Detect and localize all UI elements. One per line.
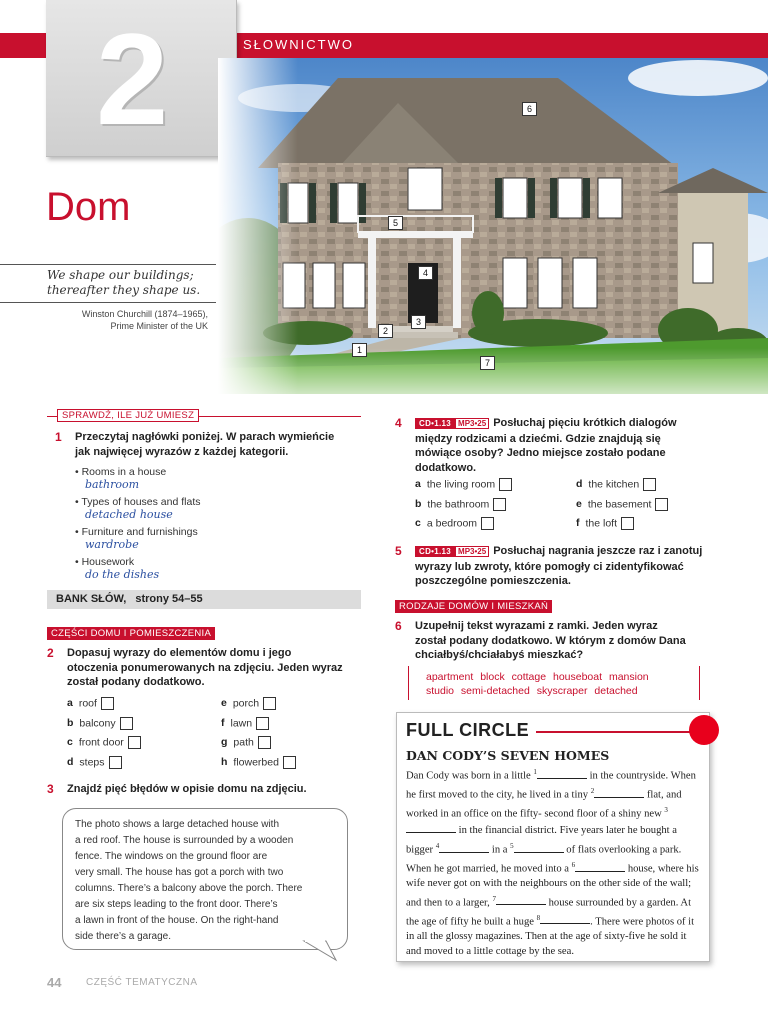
exercise-5-instruction: CD•1.13 MP3•25 Posłuchaj nagrania jeszcze raz i zanotuj wyrazy lub zwroty, które pomogły ci zidentyfikować poszczególne pomieszczenia. xyxy=(415,545,703,587)
mp3-track-badge[interactable]: MP3•25 xyxy=(455,546,489,557)
option-e: e the basement xyxy=(576,498,726,518)
category-name: Housework xyxy=(81,556,135,568)
word-bank-label: BANK SŁÓW, xyxy=(56,593,127,605)
exercise-2-number: 2 xyxy=(47,646,54,660)
option-b: b the bathroom xyxy=(415,498,575,518)
photo-label-1: 1 xyxy=(352,343,367,357)
option-d: d the kitchen xyxy=(576,478,726,498)
exercise-4-options-left xyxy=(415,478,575,537)
gap-input[interactable] xyxy=(540,913,590,924)
option-h: h flowerbed xyxy=(221,756,361,776)
category-list xyxy=(75,466,345,586)
quote-attribution xyxy=(40,308,208,332)
full-circle-rule xyxy=(536,731,706,733)
exercise-1-line-2: jak najwięcej wyrazów z każdej kategorii. xyxy=(75,445,289,458)
page-title: Dom xyxy=(46,185,131,229)
exercise-2-options-left xyxy=(67,697,217,775)
exercise-2-line-1: Dopasuj wyrazy do elementów domu i jego xyxy=(67,647,292,659)
footer-section: CZĘŚĆ TEMATYCZNA xyxy=(86,977,198,988)
photo-label-4: 4 xyxy=(418,266,433,280)
answer-checkbox[interactable] xyxy=(258,736,271,749)
answer-checkbox[interactable] xyxy=(120,717,133,730)
exercise-4-instruction: CD•1.13 MP3•25 Posłuchaj pięciu krótkich dialogów między rodzicami a dziećmi. Gdzie znajdują się mówiące osoby? Jedno miejsce zostało podane dodatkowo. xyxy=(415,417,677,474)
answer-checkbox[interactable] xyxy=(283,756,296,769)
chapter-number: 2 xyxy=(96,6,169,152)
option-d: d steps xyxy=(67,756,217,776)
answer-checkbox[interactable] xyxy=(109,756,122,769)
option-e: e porch xyxy=(221,697,361,717)
gap-input[interactable] xyxy=(594,787,644,798)
answer-checkbox[interactable] xyxy=(621,517,634,530)
full-circle-text: Dan Cody was born in a little $^1$ in the countryside. When he first moved to the city, he lived in a tiny $^2$ flat, and worked in an office on the fifty- second floor of a shiny new $^3$ in the financial district. Five years later he bought a bigger $^4$ in a $^5$ of flats overlooking a park. When he got married, he moved into a $^6$ house, where his wife never got on with the neighbours on the other side of the wall; and then to a larger, $^7$ house surrounded by a garden. At the age of fifty he built a huge $^8$ . There were photos of it in all the glossy magazines. Then at the age of sixty-five he sold it and moved to a little cottage by the sea. xyxy=(406,768,699,957)
answer-checkbox[interactable] xyxy=(101,697,114,710)
quote-author: Winston Churchill (1874–1965), xyxy=(81,309,208,319)
quote-line-1: We shape our buildings; xyxy=(47,268,194,282)
answer-checkbox[interactable] xyxy=(263,697,276,710)
section-heading-parts: CZĘŚCI DOMU I POMIESZCZENIA xyxy=(47,627,215,640)
gap-input[interactable] xyxy=(406,822,456,833)
exercise-2-instruction xyxy=(67,646,362,690)
category-item: • Furniture and furnishings wardrobe xyxy=(75,526,345,556)
category-item: • Types of houses and flats detached house xyxy=(75,496,345,526)
exercise-3-instruction: Znajdź pięć błędów w opisie domu na zdjęciu. xyxy=(67,783,307,795)
option-a: a the living room xyxy=(415,478,575,498)
photo-label-5: 5 xyxy=(388,216,403,230)
option-b: b balcony xyxy=(67,717,217,737)
option-f: f lawn xyxy=(221,717,361,737)
full-circle-title: FULL CIRCLE xyxy=(406,720,530,740)
exercise-2-line-3: został podany dodatkowo. xyxy=(67,676,205,688)
section-heading-types: RODZAJE DOMÓW I MIESZKAŃ xyxy=(395,600,552,613)
photo-label-7: 7 xyxy=(480,356,495,370)
option-g: g path xyxy=(221,736,361,756)
exercise-2-options-right xyxy=(221,697,361,775)
gap-input[interactable] xyxy=(537,768,587,779)
exercise-1-instruction xyxy=(75,430,361,459)
quote xyxy=(47,268,200,298)
exercise-6-instruction: Uzupełnij tekst wyrazami z ramki. Jeden wyraz został podany dodatkowo. W którym z domów Dana chciałbyś/chciałabyś mieszkać? xyxy=(415,620,686,661)
gap-input[interactable] xyxy=(575,861,625,872)
section-label: SŁOWNICTWO xyxy=(243,37,354,52)
cd-track-badge[interactable]: CD•1.13 xyxy=(415,546,455,557)
category-example: do the dishes xyxy=(85,568,160,581)
photo-label-2: 2 xyxy=(378,324,393,338)
answer-checkbox[interactable] xyxy=(499,478,512,491)
option-f: f the loft xyxy=(576,517,726,537)
category-name: Rooms in a house xyxy=(81,466,167,478)
option-c: c front door xyxy=(67,736,217,756)
page-number: 44 xyxy=(47,975,62,990)
word-box-words: apartment block cottage houseboat mansion studio semi-detached skyscraper detached xyxy=(426,671,649,697)
answer-checkbox[interactable] xyxy=(655,498,668,511)
full-circle-dot xyxy=(689,715,719,745)
answer-checkbox[interactable] xyxy=(481,517,494,530)
answer-checkbox[interactable] xyxy=(643,478,656,491)
photo-label-6: 6 xyxy=(522,102,537,116)
mp3-track-badge[interactable]: MP3•25 xyxy=(455,418,489,429)
exercise-4-options-right xyxy=(576,478,726,537)
quote-line-2: thereafter they shape us. xyxy=(47,283,201,297)
gap-input[interactable] xyxy=(514,842,564,853)
exercise-6-number: 6 xyxy=(395,619,402,633)
full-circle-subtitle: DAN CODY’S SEVEN HOMES xyxy=(406,748,610,763)
option-c: c a bedroom xyxy=(415,517,575,537)
house-description: The photo shows a large detached house with a red roof. The house is surrounded by a wooden fence. The windows on the ground floor are very small. The house has got a porch with two columns. There’s a balcony above the porch. There are six steps leading to the front door. There’s a lawn in front of the house. On the right-hand side there’s a garage. xyxy=(75,819,303,942)
word-bank-reference xyxy=(56,593,203,605)
sprawdz-label: SPRAWDŹ, ILE JUŻ UMIESZ xyxy=(57,409,199,422)
quote-author-role: Prime Minister of the UK xyxy=(110,321,208,331)
answer-checkbox[interactable] xyxy=(128,736,141,749)
quote-rule-bottom xyxy=(0,302,216,303)
exercise-2-line-2: otoczenia ponumerowanych na zdjęciu. Jeden wyraz xyxy=(67,661,343,674)
gap-input[interactable] xyxy=(496,894,546,905)
option-a: a roof xyxy=(67,697,217,717)
category-item: • Rooms in a house bathroom xyxy=(75,466,345,496)
category-example: bathroom xyxy=(85,478,140,491)
category-example: detached house xyxy=(85,508,173,521)
house-photo xyxy=(218,58,768,394)
category-name: Types of houses and flats xyxy=(81,496,201,508)
category-example: wardrobe xyxy=(85,538,139,551)
cd-track-badge[interactable]: CD•1.13 xyxy=(415,418,455,429)
word-bank-pages: strony 54–55 xyxy=(135,593,203,605)
category-name: Furniture and furnishings xyxy=(81,526,198,538)
answer-checkbox[interactable] xyxy=(493,498,506,511)
exercise-4-number: 4 xyxy=(395,416,402,430)
photo-label-3: 3 xyxy=(411,315,426,329)
exercise-5-number: 5 xyxy=(395,544,402,558)
exercise-3-number: 3 xyxy=(47,782,54,796)
exercise-1-line-1: Przeczytaj nagłówki poniżej. W parach wymieńcie xyxy=(75,431,335,443)
exercise-1-number: 1 xyxy=(55,430,62,444)
house-illustration xyxy=(218,58,768,394)
answer-checkbox[interactable] xyxy=(256,717,269,730)
gap-input[interactable] xyxy=(439,842,489,853)
quote-rule-top xyxy=(0,264,216,265)
category-item: • Housework do the dishes xyxy=(75,556,345,586)
